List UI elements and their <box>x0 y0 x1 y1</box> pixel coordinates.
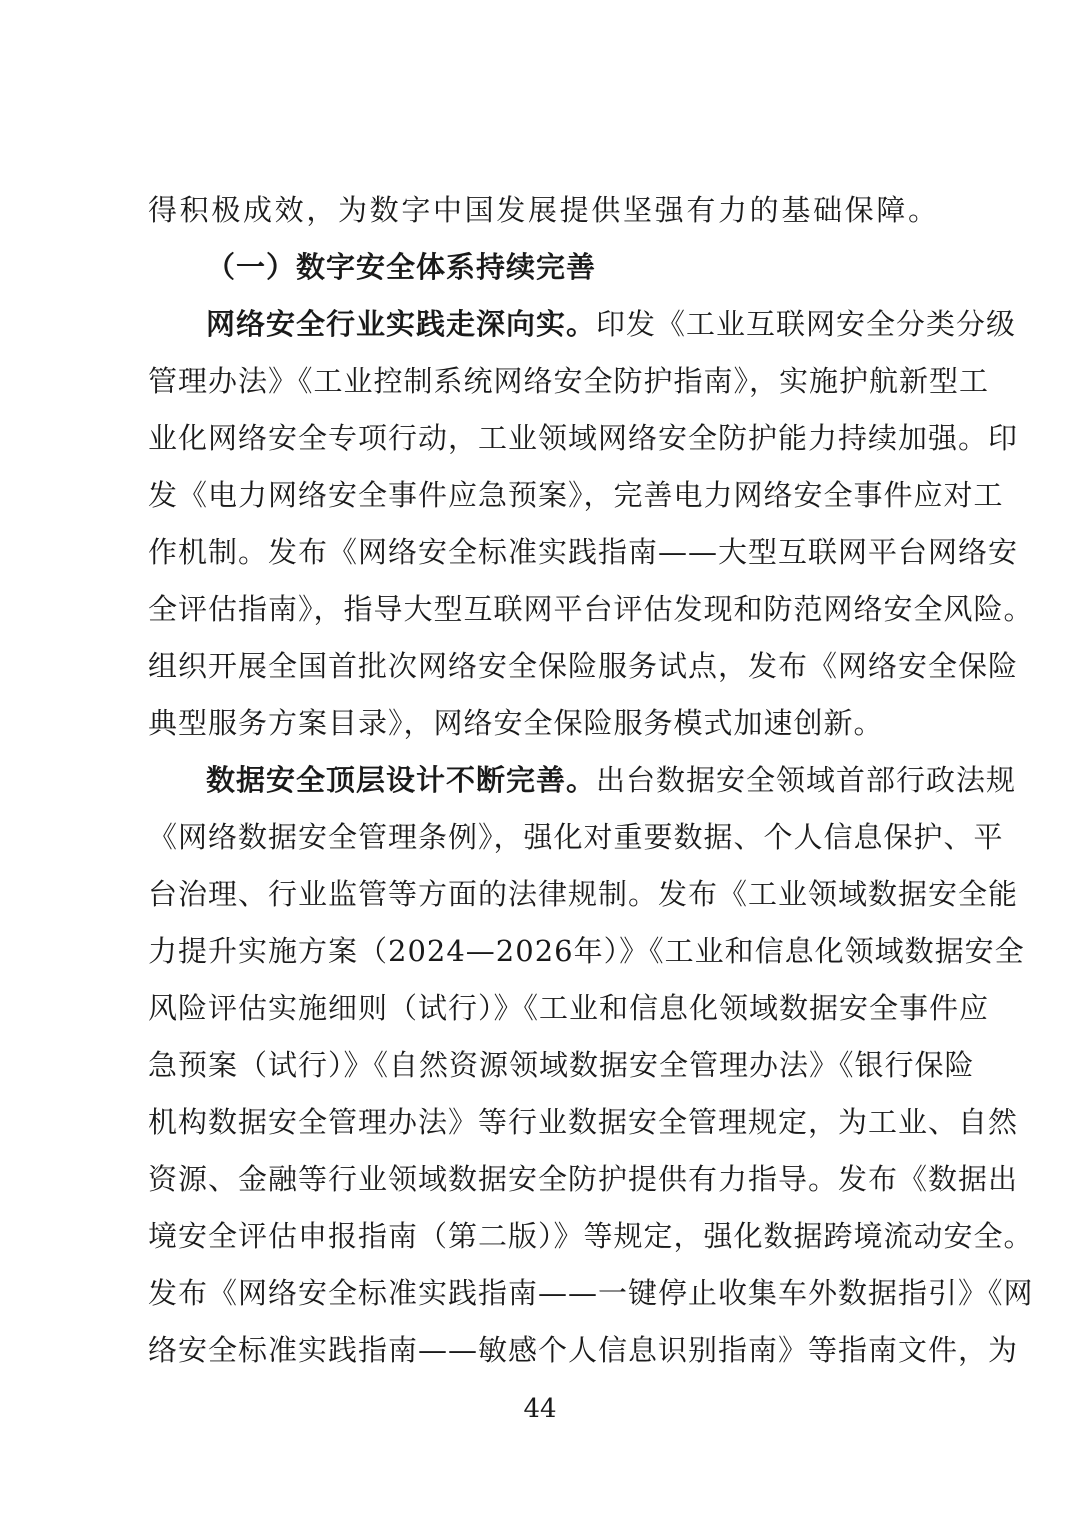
body-text-line: 境安全评估申报指南（第二版）》等规定，强化数据跨境流动安全。 <box>148 1219 1034 1253</box>
body-text-line: 力提升实施方案（2024—2026年）》《工业和信息化领域数据安全 <box>148 934 1025 968</box>
body-text-line: 急预案（试行）》《自然资源领域数据安全管理办法》《银行保险 <box>148 1048 975 1082</box>
body-text-line: 作机制。发布《网络安全标准实践指南——大型互联网平台网络安 <box>148 535 1019 569</box>
body-text-line: 发《电力网络安全事件应急预案》，完善电力网络安全事件应对工 <box>148 478 1004 512</box>
section-heading: （一）数字安全体系持续完善 <box>206 250 597 284</box>
body-text-line: 台治理、行业监管等方面的法律规制。发布《工业领域数据安全能 <box>148 877 1019 911</box>
body-text-line: 资源、金融等行业领域数据安全防护提供有力指导。发布《数据出 <box>148 1162 1019 1196</box>
body-text-line: 《网络数据安全管理条例》，强化对重要数据、个人信息保护、平 <box>148 820 1004 854</box>
paragraph-lead-bold: 数据安全顶层设计不断完善。 <box>206 763 597 797</box>
body-text-line: 典型服务方案目录》，网络安全保险服务模式加速创新。 <box>148 706 884 740</box>
body-text-line: 数据安全顶层设计不断完善。出台数据安全领域首部行政法规 <box>206 763 1017 797</box>
body-text-line: 络安全标准实践指南——敏感个人信息识别指南》等指南文件，为 <box>148 1333 1019 1367</box>
body-text-line: 业化网络安全专项行动，工业领域网络安全防护能力持续加强。印 <box>148 421 1019 455</box>
body-text-line: 得积极成效，为数字中国发展提供坚强有力的基础保障。 <box>148 193 938 227</box>
body-text-line: 发布《网络安全标准实践指南——一键停止收集车外数据指引》《网 <box>148 1276 1034 1310</box>
paragraph-lead-bold: 网络安全行业实践走深向实。 <box>206 307 597 341</box>
body-text-line: 机构数据安全管理办法》等行业数据安全管理规定，为工业、自然 <box>148 1105 1019 1139</box>
body-text-line: 网络安全行业实践走深向实。印发《工业互联网安全分类分级 <box>206 307 1017 341</box>
body-text-line: 管理办法》《工业控制系统网络安全防护指南》，实施护航新型工 <box>148 364 990 398</box>
body-text-line: 组织开展全国首批次网络安全保险服务试点，发布《网络安全保险 <box>148 649 1019 683</box>
body-text-line: 全评估指南》，指导大型互联网平台评估发现和防范网络安全风险。 <box>148 592 1034 626</box>
body-text-line: 风险评估实施细则（试行）》《工业和信息化领域数据安全事件应 <box>148 991 990 1025</box>
page-number: 44 <box>523 1394 557 1424</box>
